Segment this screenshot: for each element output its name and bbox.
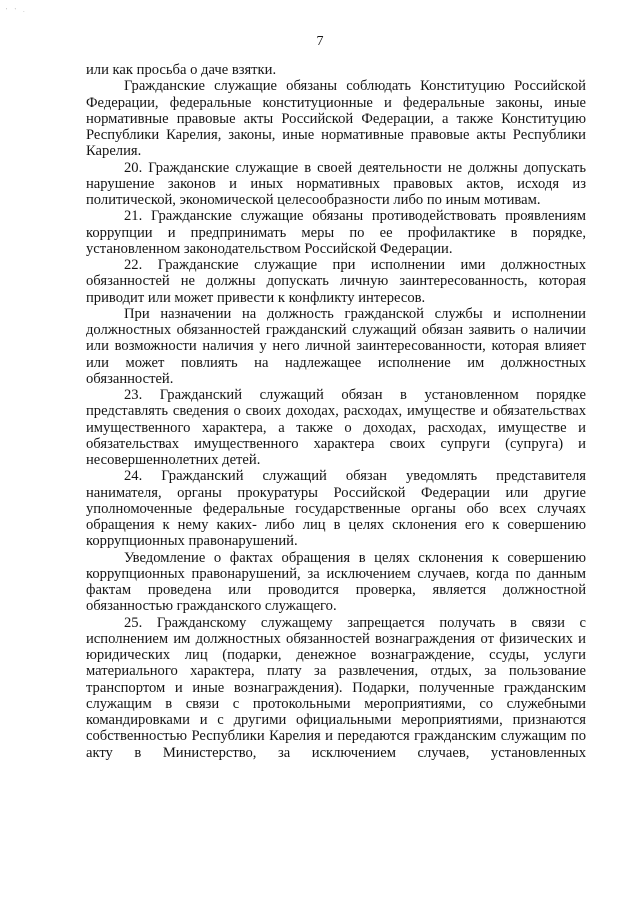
scan-marks: ' ' . bbox=[6, 8, 28, 14]
paragraph-item-23: 23. Гражданский служащий обязан в установленном порядке представлять сведения о своих доходах, расходах, имуществе и обязательствах имущественного характера, а также о доходах, расходах, имуществе и обязательствах имущественного характера своих супруги (супруга) и несовершеннолетних детей. bbox=[86, 387, 586, 468]
paragraph-item-25: 25. Гражданскому служащему запрещается получать в связи с исполнением им должностных обязанностей вознаграждения от физических и юридических лиц (подарки, денежное вознаграждение, ссуды, услуги материального характера, плату за развлечения, отдых, за пользование транспортом и иные вознаграждения). Подарки, полученные гражданским служащим в связи с протокольными мероприятиями, со служебными командировками и с другими официальными мероприятиями, признаются собственностью Республики Карелия и передаются гражданским служащим по акту в Министерство, за исключением случаев, установленных bbox=[86, 614, 586, 761]
document-body bbox=[86, 62, 586, 761]
paragraph-notification: Уведомление о фактах обращения в целях склонения к совершению коррупционных правонарушений, за исключением случаев, когда по данным фактам проведена или проводится проверка, является должностной обязанностью гражданского служащего. bbox=[86, 549, 586, 615]
paragraph-continuation: или как просьба о даче взятки. bbox=[86, 62, 277, 78]
paragraph-item-24: 24. Гражданский служащий обязан уведомлять представителя нанимателя, органы прокуратуры Российской Федерации или другие уполномоченные федеральные государственные органы обо всех случаях обращения к нему каких- либо лиц в целях склонения его к совершению коррупционных правонарушений. bbox=[86, 468, 586, 550]
paragraph-item-21: 21. Гражданские служащие обязаны противодействовать проявлениям коррупции и предпринимать меры по ее профилактике в порядке, установленном законодательством Российской Федерации. bbox=[86, 208, 586, 257]
page-number: 7 bbox=[316, 34, 324, 49]
paragraph-constitution-duty: Гражданские служащие обязаны соблюдать Конституцию Российской Федерации, федеральные конституционные и федеральные законы, иные нормативные правовые акты Российской Федерации, а также Конституцию Республики Карелия, законы, иные нормативные правовые акты Республики Карелия. bbox=[86, 78, 586, 160]
paragraph-item-22: 22. Гражданские служащие при исполнении ими должностных обязанностей не должны допускать личную заинтересованность, которая приводит или может привести к конфликту интересов. bbox=[86, 257, 586, 306]
paragraph-conflict-of-interest: При назначении на должность гражданской службы и исполнении должностных обязанностей гражданский служащий обязан заявить о наличии или возможности наличия у него личной заинтересованности, которая влияет или может повлиять на надлежащее исполнение им должностных обязанностей. bbox=[86, 305, 586, 387]
paragraph-item-20: 20. Гражданские служащие в своей деятельности не должны допускать нарушение законов и иных нормативных правовых актов, исходя из политической, экономической целесообразности либо по иным мотивам. bbox=[86, 159, 586, 208]
